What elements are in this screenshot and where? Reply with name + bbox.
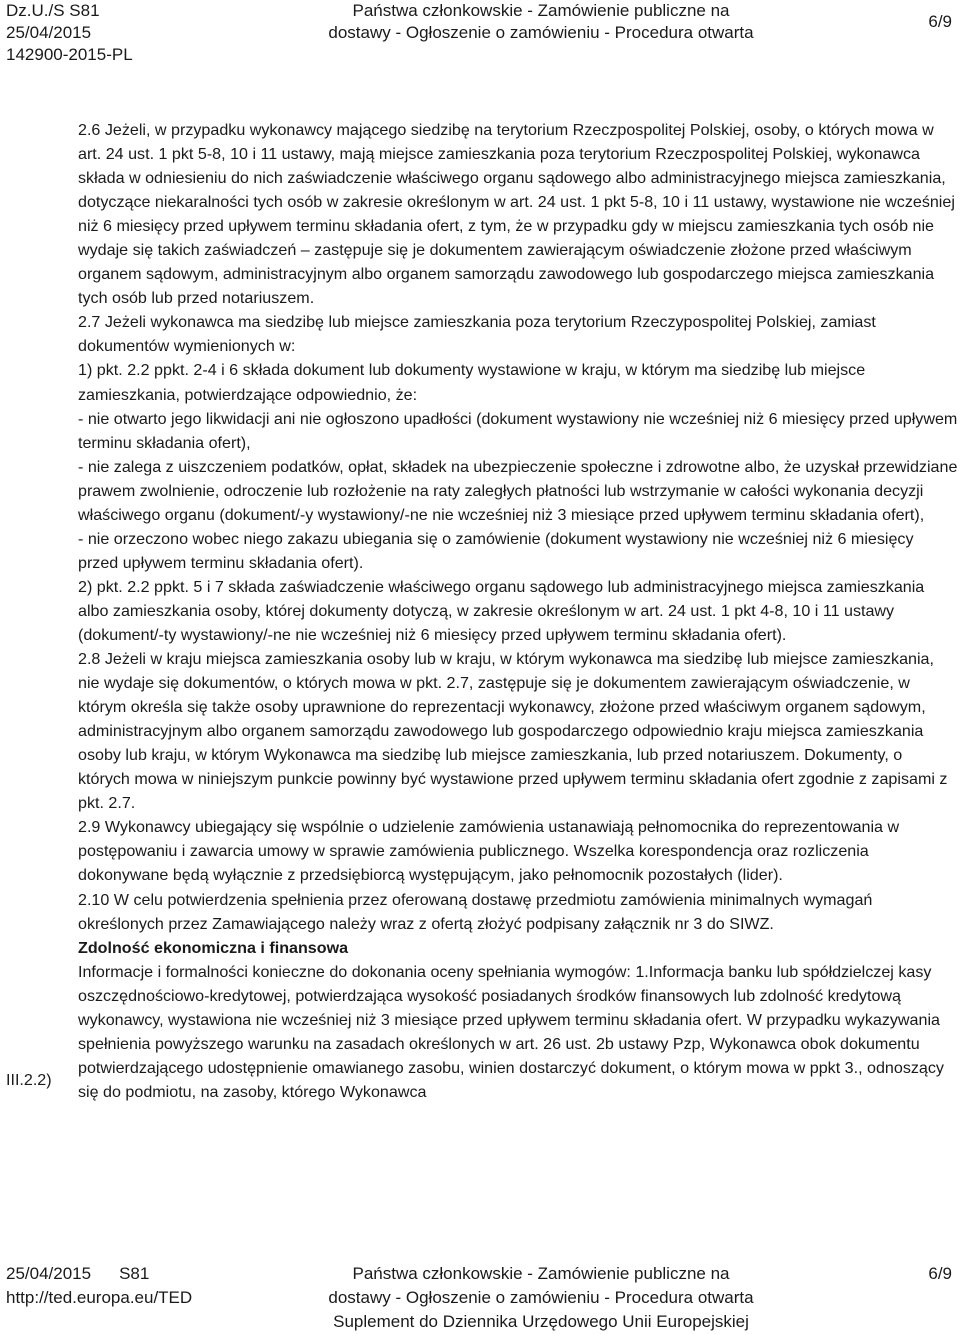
footer-title-line1: Państwa członkowskie - Zamówienie publiczne na (352, 1264, 730, 1283)
paragraph-2-7: 2.7 Jeżeli wykonawca ma siedzibę lub miejsce zamieszkania poza terytorium Rzeczypospolitej Polskiej, zamiast dokumentów wymienionych w: (78, 313, 876, 356)
paragraph-2-6: 2.6 Jeżeli, w przypadku wykonawcy mającego siedzibę na terytorium Rzeczpospolitej Polskiej, osoby, o których mowa w art. 24 ust. 1 pkt 5-8, 10 i 11 ustawy, mają miejsce zamieszkania poza terytorium Rzeczpospolitej Polskiej, wykonawca składa w odniesieniu do nich zaświadczenie właściwego organu sądowego albo administracyjnego miejsca zamieszkania, dotyczące niekaralności tych osób w zakresie określonym w art. 24 ust. 1 pkt 5-8, 10 i 11 ustawy, wystawione nie wcześniej niż 6 miesięcy przed upływem terminu składania ofert, z tym, że w przypadku gdy w miejscu zamieszkania tych osób nie wydaje się takich zaświadczeń – zastępuje się je dokumentem zawierającym oświadczenie złożone przed właściwym organem sądowym, administracyjnym albo organem samorządu zawodowego lub gospodarczego miejsca zamieszkania tych osób lub przed notariuszem. (78, 121, 955, 308)
document-id: 142900-2015-PL (6, 45, 133, 64)
footer-page-number: 6/9 (928, 1264, 952, 1283)
footer-date-line (6, 1262, 192, 1286)
footer-title-line3: Suplement do Dziennika Urzędowego Unii Europejskiej (333, 1312, 749, 1331)
header-title-line1: Państwa członkowskie - Zamówienie publiczne na (352, 1, 730, 20)
footer-date: 25/04/2015 (6, 1264, 92, 1283)
footer-url[interactable]: http://ted.europa.eu/TED (6, 1288, 193, 1307)
footer-left (6, 1262, 192, 1310)
footer-title-line2: dostawy - Ogłoszenie o zamówieniu - Procedura otwarta (328, 1288, 754, 1307)
main-content (78, 118, 958, 1104)
header-left (6, 0, 133, 66)
paragraph-2-7-bullet-1: - nie otwarto jego likwidacji ani nie ogłoszono upadłości (dokument wystawiony nie wcześniej niż 6 miesięcy przed upływem terminu składania ofert), (78, 409, 958, 452)
paragraph-2-7-item-1: 1) pkt. 2.2 ppkt. 2-4 i 6 składa dokument lub dokumenty wystawione w kraju, w którym ma siedzibę lub miejsce zamieszkania, potwierdzające odpowiednio, że: (78, 361, 866, 404)
paragraph-2-7-bullet-3: - nie orzeczono wobec niego zakazu ubiegania się o zamówienie (dokument wystawiony nie wcześniej niż 6 miesięcy przed upływem terminu składania ofert). (78, 529, 914, 572)
header-title (306, 0, 776, 44)
header-date: 25/04/2015 (6, 23, 92, 42)
paragraph-2-7-item-2: 2) pkt. 2.2 ppkt. 5 i 7 składa zaświadczenie właściwego organu sądowego lub administracyjnego miejsca zamieszkania albo zamieszkania osoby, której dokumenty dotyczą, w zakresie określonym w art. 24 ust. 1 pkt 4-8, 10 i 11 ustawy (dokument/-ty wystawiony/-ne nie wcześniej niż 6 miesięcy przed upływem terminu składania ofert). (78, 577, 925, 644)
header-page-number: 6/9 (928, 12, 952, 31)
header-title-line2: dostawy - Ogłoszenie o zamówieniu - Procedura otwarta (328, 23, 754, 42)
paragraph-2-10: 2.10 W celu potwierdzenia spełnienia przez oferowaną dostawę przedmiotu zamówienia minimalnych wymagań określonych przez Zamawiającego należy wraz z ofertą złożyć podpisany załącznik nr 3 do SIWZ. (78, 890, 873, 933)
section-number: III.2.2) (6, 1071, 52, 1089)
section-title: Zdolność ekonomiczna i finansowa (78, 938, 349, 957)
journal-ref: Dz.U./S S81 (6, 1, 100, 20)
footer-issue: S81 (119, 1264, 150, 1283)
paragraph-2-7-bullet-2: - nie zalega z uiszczeniem podatków, opłat, składek na ubezpieczenie społeczne i zdrowotne albo, że uzyskał przewidziane prawem zwolnienie, odroczenie lub rozłożenie na raty zaległych płatności lub wstrzymanie w całości wykonania decyzji właściwego organu (dokument/-y wystawiony/-ne nie wcześniej niż 3 miesiące przed upływem terminu składania ofert), (78, 457, 958, 524)
section-text: Informacje i formalności konieczne do dokonania oceny spełniania wymogów: 1.Informacja banku lub spółdzielczej kasy oszczędnościowo-kredytowej, potwierdzająca wysokość posiadanych środków finansowych lub zdolność kredytową wykonawcy, wystawiona nie wcześniej niż 3 miesiące przed upływem terminu składania ofert. W przypadku wykazywania spełnienia powyższego warunku na zasadach określonych w art. 26 ust. 2b ustawy Pzp, Wykonawca obok dokumentu potwierdzającego udostępnienie omawianego zasobu, winien dostarczyć dokument, o którym mowa w ppkt 3., odnoszący się do podmiotu, na zasoby, którego Wykonawca (78, 962, 944, 1101)
paragraph-2-8: 2.8 Jeżeli w kraju miejsca zamieszkania osoby lub w kraju, w którym wykonawca ma siedzibę lub miejsce zamieszkania, nie wydaje się dokumentów, o których mowa w pkt. 2.7, zastępuje się je dokumentem zawierającym oświadczenie, w którym określa się także osoby uprawnione do reprezentacji wykonawcy, złożone przed właściwym organem sądowym, administracyjnym albo organem samorządu zawodowego lub gospodarczego odpowiednio kraju miejsca zamieszkania osoby lub kraju, w którym Wykonawca ma siedzibę lub miejsce zamieszkania, lub przed notariuszem. Dokumenty, o których mowa w niniejszym punkcie powinny być wystawione przed upływem terminu składania ofert zgodnie z zapisami z pkt. 2.7. (78, 650, 948, 813)
paragraph-2-9: 2.9 Wykonawcy ubiegający się wspólnie o udzielenie zamówienia ustanawiają pełnomocnika do reprezentowania w postępowaniu i zawarcia umowy w sprawie zamówienia publicznego. Wszelka korespondencja oraz rozliczenia dokonywane będą wyłącznie z przedsiębiorcą występującym, jako pełnomocnik pozostałych (lider). (78, 818, 900, 885)
footer-title (306, 1262, 776, 1334)
